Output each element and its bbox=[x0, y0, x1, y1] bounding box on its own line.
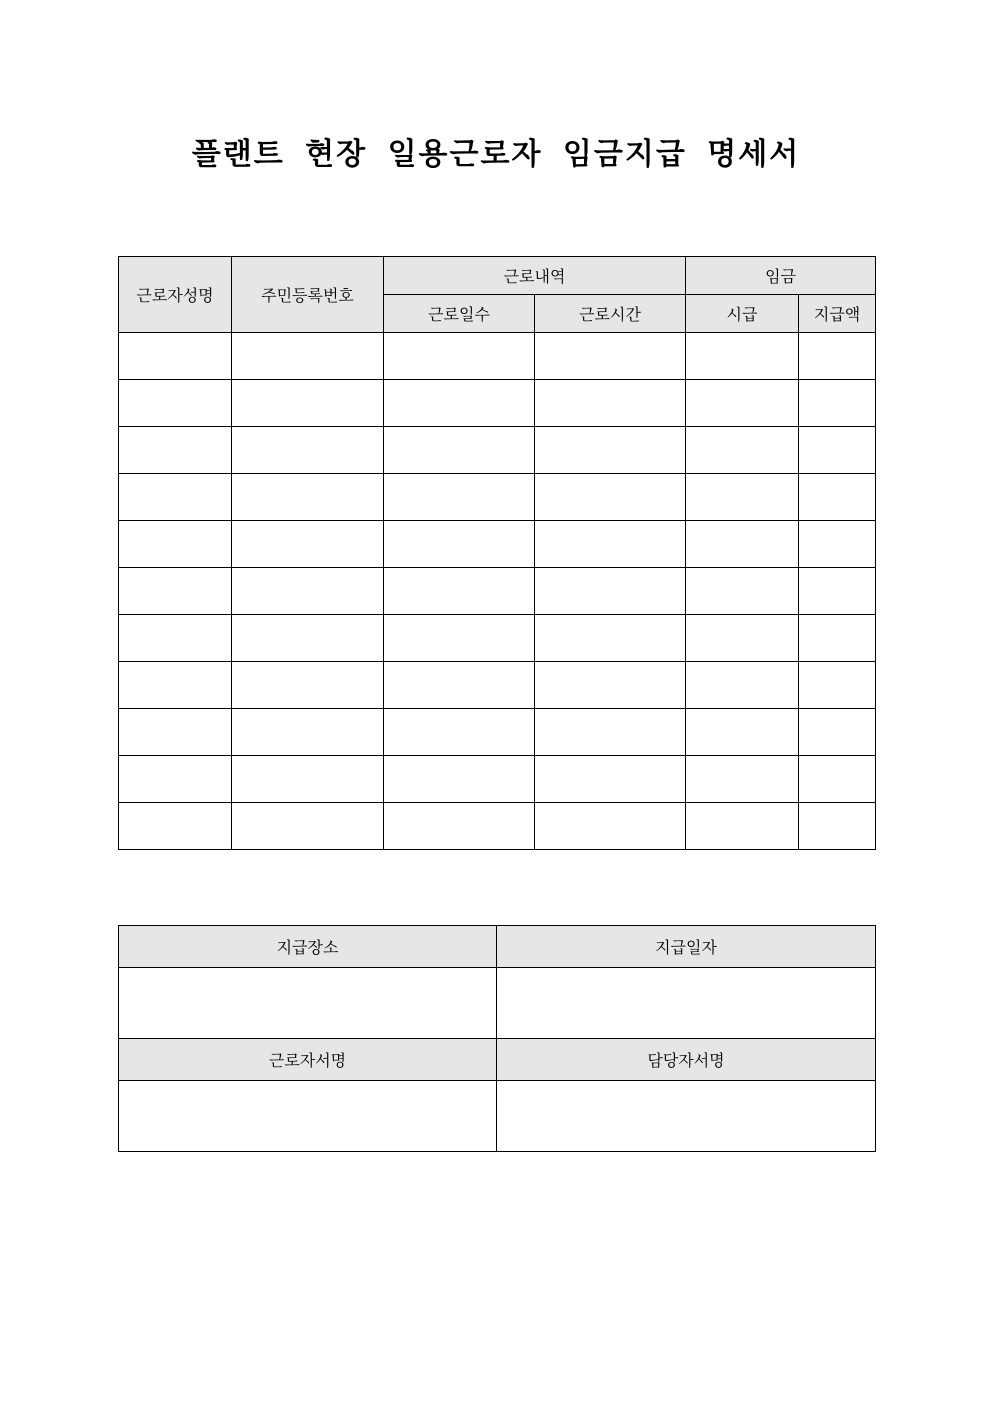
hourly-wage-cell[interactable] bbox=[686, 380, 799, 427]
payment-amount-cell[interactable] bbox=[799, 803, 876, 850]
resident-number-cell[interactable] bbox=[232, 803, 384, 850]
header-work-hours: 근로시간 bbox=[535, 295, 686, 333]
payment-amount-cell[interactable] bbox=[799, 521, 876, 568]
worker-signature-field[interactable] bbox=[119, 1081, 497, 1152]
payment-place-field[interactable] bbox=[119, 968, 497, 1039]
header-work-days: 근로일수 bbox=[384, 295, 535, 333]
work-days-cell[interactable] bbox=[384, 333, 535, 380]
work-days-cell[interactable] bbox=[384, 756, 535, 803]
header-hourly-wage: 시급 bbox=[686, 295, 799, 333]
work-days-cell[interactable] bbox=[384, 521, 535, 568]
payment-amount-cell[interactable] bbox=[799, 709, 876, 756]
hourly-wage-cell[interactable] bbox=[686, 568, 799, 615]
table-row bbox=[119, 474, 876, 521]
work-hours-cell[interactable] bbox=[535, 803, 686, 850]
table-row bbox=[119, 756, 876, 803]
resident-number-cell[interactable] bbox=[232, 756, 384, 803]
work-days-cell[interactable] bbox=[384, 568, 535, 615]
resident-number-cell[interactable] bbox=[232, 427, 384, 474]
worker-name-cell[interactable] bbox=[119, 427, 232, 474]
work-days-cell[interactable] bbox=[384, 709, 535, 756]
manager-signature-field[interactable] bbox=[497, 1081, 876, 1152]
payment-amount-cell[interactable] bbox=[799, 380, 876, 427]
payment-amount-cell[interactable] bbox=[799, 333, 876, 380]
header-worker-name: 근로자성명 bbox=[119, 257, 232, 333]
worker-name-cell[interactable] bbox=[119, 474, 232, 521]
wage-table bbox=[118, 256, 876, 850]
work-hours-cell[interactable] bbox=[535, 380, 686, 427]
worker-name-cell[interactable] bbox=[119, 709, 232, 756]
header-payment-amount: 지급액 bbox=[799, 295, 876, 333]
worker-name-cell[interactable] bbox=[119, 521, 232, 568]
hourly-wage-cell[interactable] bbox=[686, 662, 799, 709]
work-hours-cell[interactable] bbox=[535, 474, 686, 521]
wage-table-body bbox=[119, 333, 876, 850]
work-days-cell[interactable] bbox=[384, 662, 535, 709]
table-row bbox=[119, 333, 876, 380]
payment-amount-cell[interactable] bbox=[799, 662, 876, 709]
resident-number-cell[interactable] bbox=[232, 662, 384, 709]
worker-name-cell[interactable] bbox=[119, 662, 232, 709]
work-hours-cell[interactable] bbox=[535, 756, 686, 803]
table-row bbox=[119, 709, 876, 756]
work-hours-cell[interactable] bbox=[535, 521, 686, 568]
work-days-cell[interactable] bbox=[384, 615, 535, 662]
worker-signature-label: 근로자서명 bbox=[119, 1039, 497, 1081]
table-row bbox=[119, 662, 876, 709]
signature-table bbox=[118, 925, 876, 1152]
work-hours-cell[interactable] bbox=[535, 662, 686, 709]
table-row bbox=[119, 380, 876, 427]
payment-amount-cell[interactable] bbox=[799, 568, 876, 615]
table-row bbox=[119, 568, 876, 615]
table-row bbox=[119, 615, 876, 662]
hourly-wage-cell[interactable] bbox=[686, 427, 799, 474]
payment-amount-cell[interactable] bbox=[799, 615, 876, 662]
header-wage: 임금 bbox=[686, 257, 876, 295]
resident-number-cell[interactable] bbox=[232, 333, 384, 380]
payment-amount-cell[interactable] bbox=[799, 756, 876, 803]
worker-name-cell[interactable] bbox=[119, 803, 232, 850]
work-hours-cell[interactable] bbox=[535, 427, 686, 474]
table-row bbox=[119, 521, 876, 568]
work-hours-cell[interactable] bbox=[535, 615, 686, 662]
resident-number-cell[interactable] bbox=[232, 521, 384, 568]
manager-signature-label: 담당자서명 bbox=[497, 1039, 876, 1081]
worker-name-cell[interactable] bbox=[119, 756, 232, 803]
resident-number-cell[interactable] bbox=[232, 615, 384, 662]
hourly-wage-cell[interactable] bbox=[686, 756, 799, 803]
header-work-details: 근로내역 bbox=[384, 257, 686, 295]
worker-name-cell[interactable] bbox=[119, 333, 232, 380]
work-days-cell[interactable] bbox=[384, 427, 535, 474]
hourly-wage-cell[interactable] bbox=[686, 709, 799, 756]
payment-date-field[interactable] bbox=[497, 968, 876, 1039]
payment-amount-cell[interactable] bbox=[799, 474, 876, 521]
work-hours-cell[interactable] bbox=[535, 709, 686, 756]
worker-name-cell[interactable] bbox=[119, 380, 232, 427]
work-days-cell[interactable] bbox=[384, 803, 535, 850]
work-days-cell[interactable] bbox=[384, 474, 535, 521]
hourly-wage-cell[interactable] bbox=[686, 333, 799, 380]
resident-number-cell[interactable] bbox=[232, 568, 384, 615]
worker-name-cell[interactable] bbox=[119, 568, 232, 615]
resident-number-cell[interactable] bbox=[232, 474, 384, 521]
work-hours-cell[interactable] bbox=[535, 568, 686, 615]
work-days-cell[interactable] bbox=[384, 380, 535, 427]
work-hours-cell[interactable] bbox=[535, 333, 686, 380]
header-resident-number: 주민등록번호 bbox=[232, 257, 384, 333]
document-title: 플랜트 현장 일용근로자 임금지급 명세서 bbox=[191, 137, 801, 172]
table-row bbox=[119, 803, 876, 850]
hourly-wage-cell[interactable] bbox=[686, 803, 799, 850]
hourly-wage-cell[interactable] bbox=[686, 474, 799, 521]
payment-date-label: 지급일자 bbox=[497, 926, 876, 968]
hourly-wage-cell[interactable] bbox=[686, 615, 799, 662]
payment-place-label: 지급장소 bbox=[119, 926, 497, 968]
worker-name-cell[interactable] bbox=[119, 615, 232, 662]
resident-number-cell[interactable] bbox=[232, 380, 384, 427]
payment-amount-cell[interactable] bbox=[799, 427, 876, 474]
hourly-wage-cell[interactable] bbox=[686, 521, 799, 568]
resident-number-cell[interactable] bbox=[232, 709, 384, 756]
table-row bbox=[119, 427, 876, 474]
